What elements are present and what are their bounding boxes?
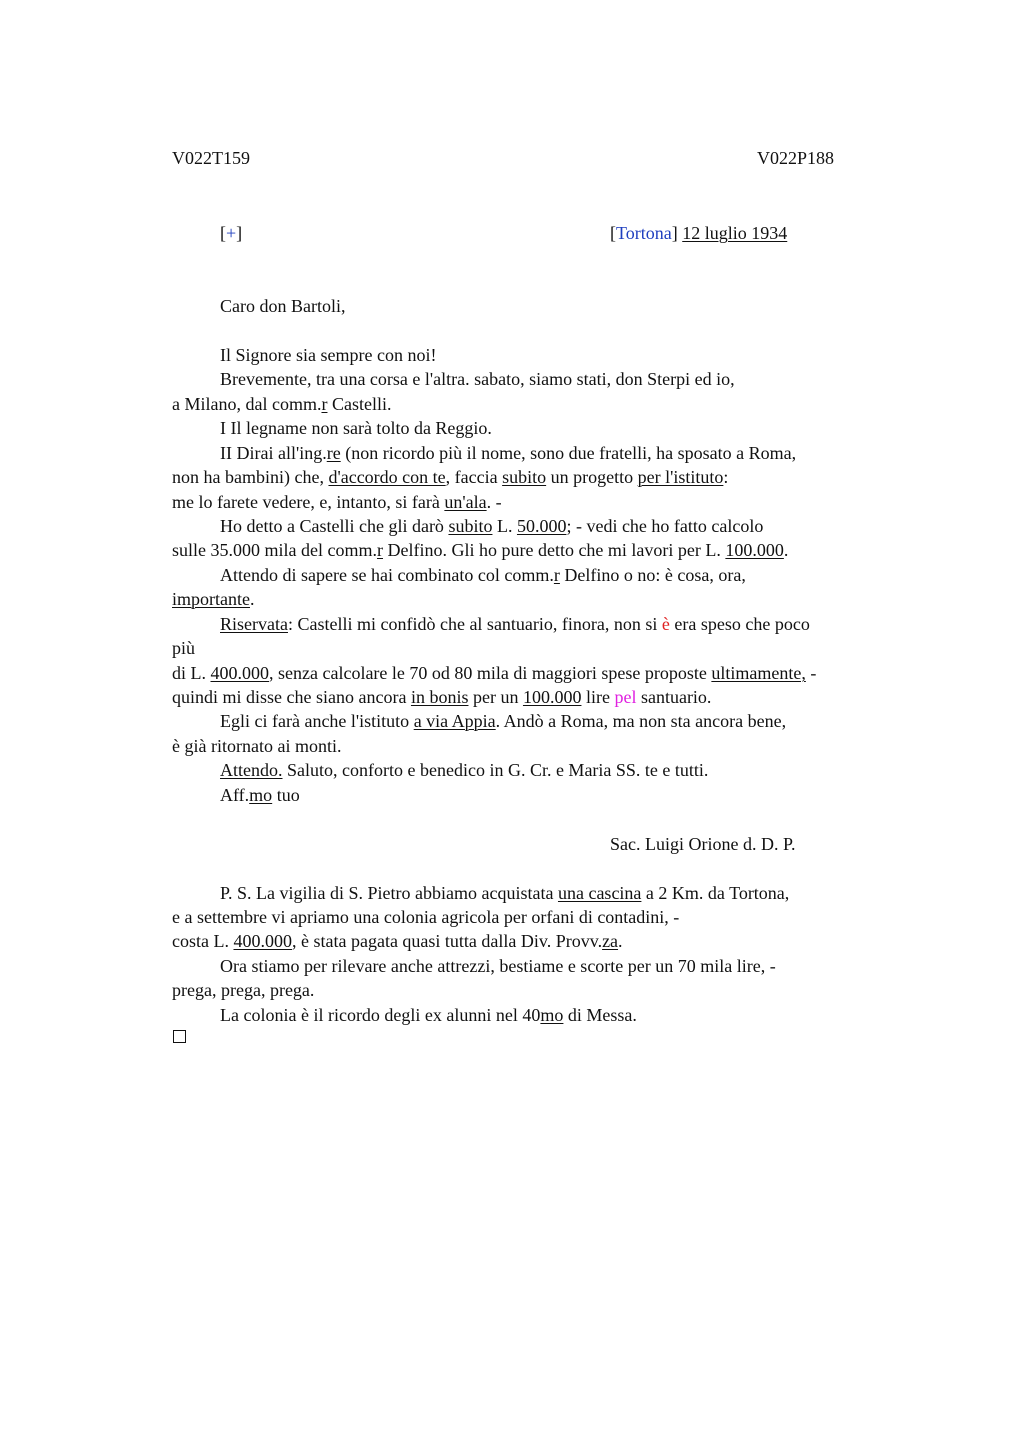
text-run: tuo [272,785,300,805]
text-run: Egli ci farà anche l'istituto [220,711,414,731]
text-run: in bonis [410,687,469,707]
text-run: L. [492,516,517,536]
body-line [172,685,711,709]
text-run: mo [540,1005,564,1025]
text-run: subito [502,467,547,487]
text-run: II Dirai all'ing. [220,443,327,463]
text-run: 100.000 [725,540,784,560]
text-run: , faccia [445,467,503,487]
text-run: subito [448,516,493,536]
text-run: non ha bambini) che, [172,467,329,487]
letter-date: 12 luglio 1934 [682,223,788,243]
body-line [220,758,708,782]
text-run: lire [581,687,615,707]
text-run: Attendo. [220,760,283,780]
body-line: Brevemente, tra una corsa e l'altra. sabato, siamo stati, don Sterpi ed io, [220,369,735,389]
text-run: 400.000 [210,663,269,683]
text-run: a Milano, dal comm. [172,394,322,414]
postscript-line: prega, prega, prega. [172,980,315,1000]
postscript-line [220,881,789,905]
text-run: re [326,443,341,463]
text-run: P. S. La vigilia di S. Pietro abbiamo acquistata [220,883,558,903]
text-run: Castelli. [327,394,392,414]
text-run: un'ala [444,492,487,512]
variant-mark: pel [614,687,637,707]
text-run: Delfino o no: è cosa, ora, [559,565,746,585]
body-line [172,587,254,611]
cross-marker: [+] [220,223,243,243]
text-run: Delfino. Gli ho pure detto che mi lavori per L. [382,540,726,560]
document-code-right: V022P188 [757,148,835,168]
text-run: : Castelli mi confidò che al santuario, finora, non si [287,614,662,634]
text-run: Attendo di sapere se hai combinato col comm. [220,565,554,585]
postscript-line [220,1003,637,1027]
text-run: r [321,394,328,414]
closing-line [220,783,300,807]
text-run: Saluto, conforto e benedico in G. Cr. e Maria SS. te e tutti. [282,760,709,780]
text-run: 400.000 [233,931,292,951]
text-run: ultimamente, [711,663,806,683]
text-run: Aff. [220,785,250,805]
postscript-line: e a settembre vi apriamo una colonia agricola per orfani di contadini, - [172,907,680,927]
body-line [220,563,746,587]
body-line [220,709,786,733]
document-code-left: V022T159 [172,148,250,168]
body-line [220,441,796,465]
text-run: . Andò a Roma, ma non sta ancora bene, [495,711,787,731]
text-run: r [376,540,383,560]
body-line: Il Signore sia sempre con noi! [220,345,437,365]
text-run: Riservata [220,614,288,634]
cross-link[interactable]: + [226,223,237,243]
end-marker-box [173,1030,186,1043]
text-run: 100.000 [522,687,582,707]
text-run: di Messa. [563,1005,637,1025]
text-run: - [805,663,817,683]
text-run: , senza calcolare le 70 od 80 mila di maggiori spese proposte [269,663,712,683]
text-run: un progetto [546,467,638,487]
text-run: La colonia è il ricordo degli ex alunni nel 40 [220,1005,541,1025]
text-run: r [553,565,560,585]
text-run: d'accordo con te [328,467,446,487]
text-run: a via Appia [413,711,496,731]
text-run: santuario. [636,687,712,707]
text-run: sulle 35.000 mila del comm. [172,540,377,560]
text-run: ; - vedi che ho fatto calcolo [566,516,764,536]
text-run: importante [172,589,250,609]
body-line [172,392,391,416]
text-run: per un [468,687,523,707]
postscript-line: Ora stiamo per rilevare anche attrezzi, bestiame e scorte per un 70 mila lire, - [220,956,776,976]
text-run: era speso che poco [669,614,810,634]
text-run: . - [486,492,502,512]
body-line [172,538,788,562]
text-run: . [618,931,623,951]
body-line [220,612,810,636]
text-run: per l'istituto [637,467,724,487]
text-run: , è stata pagata quasi tutta dalla Div. Provv. [291,931,603,951]
text-run: mo [249,785,273,805]
body-line [172,465,728,489]
text-run: : [723,467,729,487]
correction-mark: è [661,614,670,634]
text-run: . [783,540,789,560]
text-run: costa L. [172,931,234,951]
text-run: za [602,931,619,951]
text-run: Ho detto a Castelli che gli darò [220,516,449,536]
text-run: me lo farete vedere, e, intanto, si farà [172,492,445,512]
text-run: a 2 Km. da Tortona, [641,883,790,903]
text-run: 50.000 [516,516,567,536]
body-line [220,514,763,538]
body-line: I Il legname non sarà tolto da Reggio. [220,418,492,438]
place-date: [Tortona] 12 luglio 1934 [610,223,788,243]
body-line [172,661,816,685]
salutation: Caro don Bartoli, [220,296,346,316]
text-run: (non ricordo più il nome, sono due fratelli, ha sposato a Roma, [340,443,797,463]
text-run: . [249,589,255,609]
body-line: è già ritornato ai monti. [172,736,342,756]
body-line [172,490,502,514]
place-link[interactable]: Tortona [616,223,672,243]
text-run: una cascina [557,883,642,903]
body-line: più [172,638,196,658]
signature: Sac. Luigi Orione d. D. P. [610,834,796,854]
text-run: quindi mi disse che siano ancora [172,687,411,707]
text-run: di L. [172,663,211,683]
postscript-line [172,929,623,953]
